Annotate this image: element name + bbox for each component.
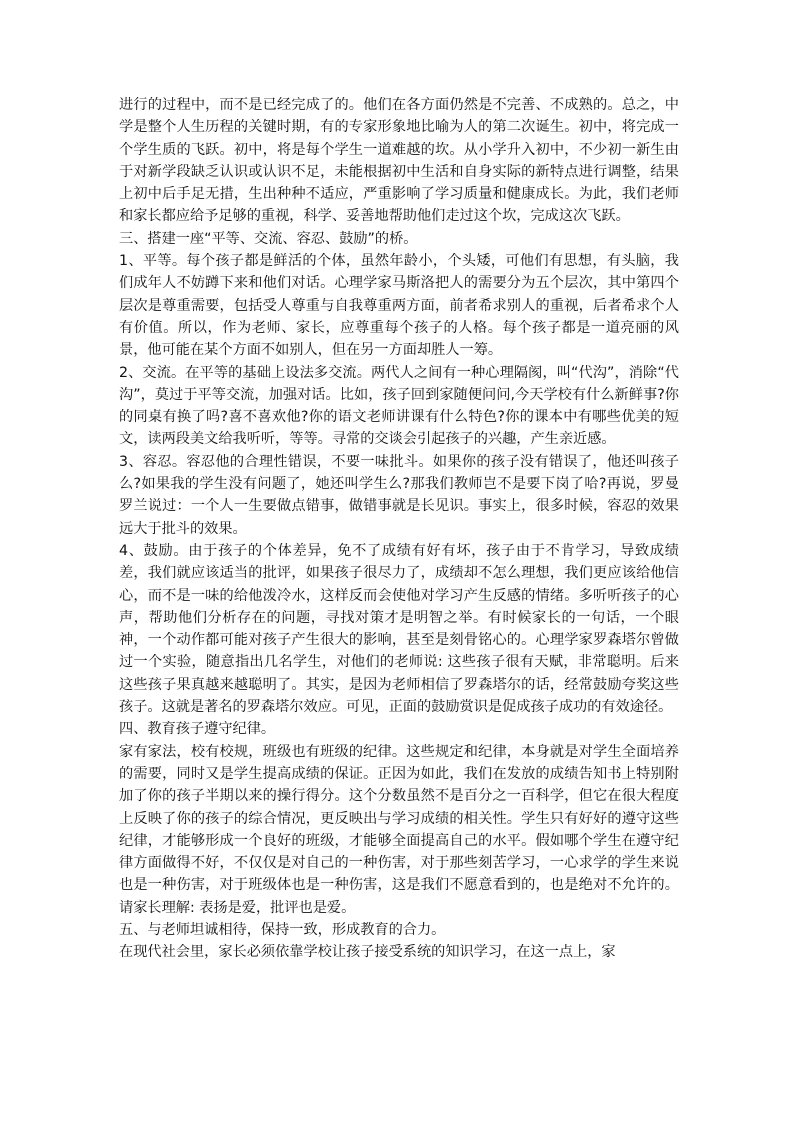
paragraph-intro: 进行的过程中，而不是已经完成了的。他们在各方面仍然是不完善、不成熟的。总之，中学是整个人生历程的关键时期，有的专家形象地比喻为人的第二次诞生。初中，将完成一个学生质的飞跃。初中，将是每个学生一道难越的坎。从小学升入初中，不少初一新生由于对新学段缺乏认识或认识不足，未能根据初中生活和自身实际的新特点进行调整，结果上初中后手足无措，生出种种不适应，严重影响了学习质量和健康成长。为此，我们老师和家长都应给予足够的重视，科学、妥善地帮助他们走过这个坎，完成这次飞跃。 (119, 97, 679, 225)
paragraph-equality: 1、平等。每个孩子都是鲜活的个体，虽然年龄小，个头矮，可他们有思想，有头脑，我们成年人不妨蹲下来和他们对话。心理学家马斯洛把人的需要分为五个层次，其中第四个层次是尊重需要，包括受人尊重与自我尊重两方面，前者希求别人的重视，后者希求个人有价值。所以，作为老师、家长，应尊重每个孩子的人格。每个孩子都是一道亮丽的风景，他可能在某个方面不如别人，但在另一方面却胜人一筹。 (119, 253, 679, 359)
paragraph-discipline: 家有家法，校有校规，班级也有班级的纪律。这些规定和纪律，本身就是对学生全面培养的需要，同时又是学生提高成绩的保证。正因为如此，我们在发放的成绩告知书上特别附加了你的孩子半期以来的操行得分。这个分数虽然不是百分之一百科学，但它在很大程度上反映了你的孩子的综合情况，更反映出与学习成绩的相关性。学生只有好好的遵守这些纪律，才能够形成一个良好的班级，才能够全面提高自己的水平。假如哪个学生在遵守纪律方面做得不好，不仅仅是对自己的一种伤害，对于那些刻苦学习，一心求学的学生来说也是一种伤害，对于班级体也是一种伤害，这是我们不愿意看到的，也是绝对不允许的。请家长理解: 表扬是爱，批评也是爱。 (119, 743, 679, 916)
section-heading-three: 三、搭建一座“平等、交流、容忍、鼓励”的桥。 (119, 230, 418, 247)
paragraph-tolerance: 3、容忍。容忍他的合理性错误，不要一味批斗。如果你的孩子没有错误了，他还叫孩子么?如果我的学生没有问题了，她还叫学生么?那我们教师岂不是要下岗了哈?再说，罗曼罗兰说过：一个人一生要做点错事，做错事就是长见识。事实上，很多时候，容忍的效果远大于批斗的效果。 (119, 453, 679, 537)
document-page (119, 94, 679, 964)
section-heading-four: 四、教育孩子遵守纪律。 (119, 721, 276, 738)
paragraph-communication: 2、交流。在平等的基础上设法多交流。两代人之间有一种心理隔阂，叫“代沟”，消除“代沟”，莫过于平等交流，加强对话。比如，孩子回到家随便问问,今天学校有什么新鲜事?你的同桌有换了吗?喜不喜欢他?你的语文老师讲课有什么特色?你的课本中有哪些优美的短文，读两段美文给我听听，等等。寻常的交谈会引起孩子的兴趣，产生亲近感。 (119, 364, 679, 448)
paragraph-encouragement: 4、鼓励。由于孩子的个体差异，免不了成绩有好有坏，孩子由于不肯学习，导致成绩差，我们就应该适当的批评，如果孩子很尽力了，成绩却不怎么理想，我们更应该给他信心，而不是一味的给他泼冷水，这样反而会使他对学习产生反感的情绪。多听听孩子的心声，帮助他们分析存在的问题，寻找对策才是明智之举。有时候家长的一句话，一个眼神，一个动作都可能对孩子产生很大的影响，甚至是刻骨铭心的。心理学家罗森塔尔曾做过一个实验，随意指出几名学生，对他们的老师说: 这些孩子很有天赋，非常聪明。后来这些孩子果真越来越聪明了。其实，是因为老师相信了罗森塔尔的话，经常鼓励夸奖这些孩子。这就是著名的罗森塔尔效应。可见，正面的鼓励赏识是促成孩子成功的有效途径。 (119, 542, 679, 716)
section-heading-five: 五、与老师坦诚相待，保持一致，形成教育的合力。 (119, 921, 446, 938)
paragraph-cooperation: 在现代社会里，家长必须依靠学校让孩子接受系统的知识学习，在这一点上，家 (119, 944, 616, 961)
